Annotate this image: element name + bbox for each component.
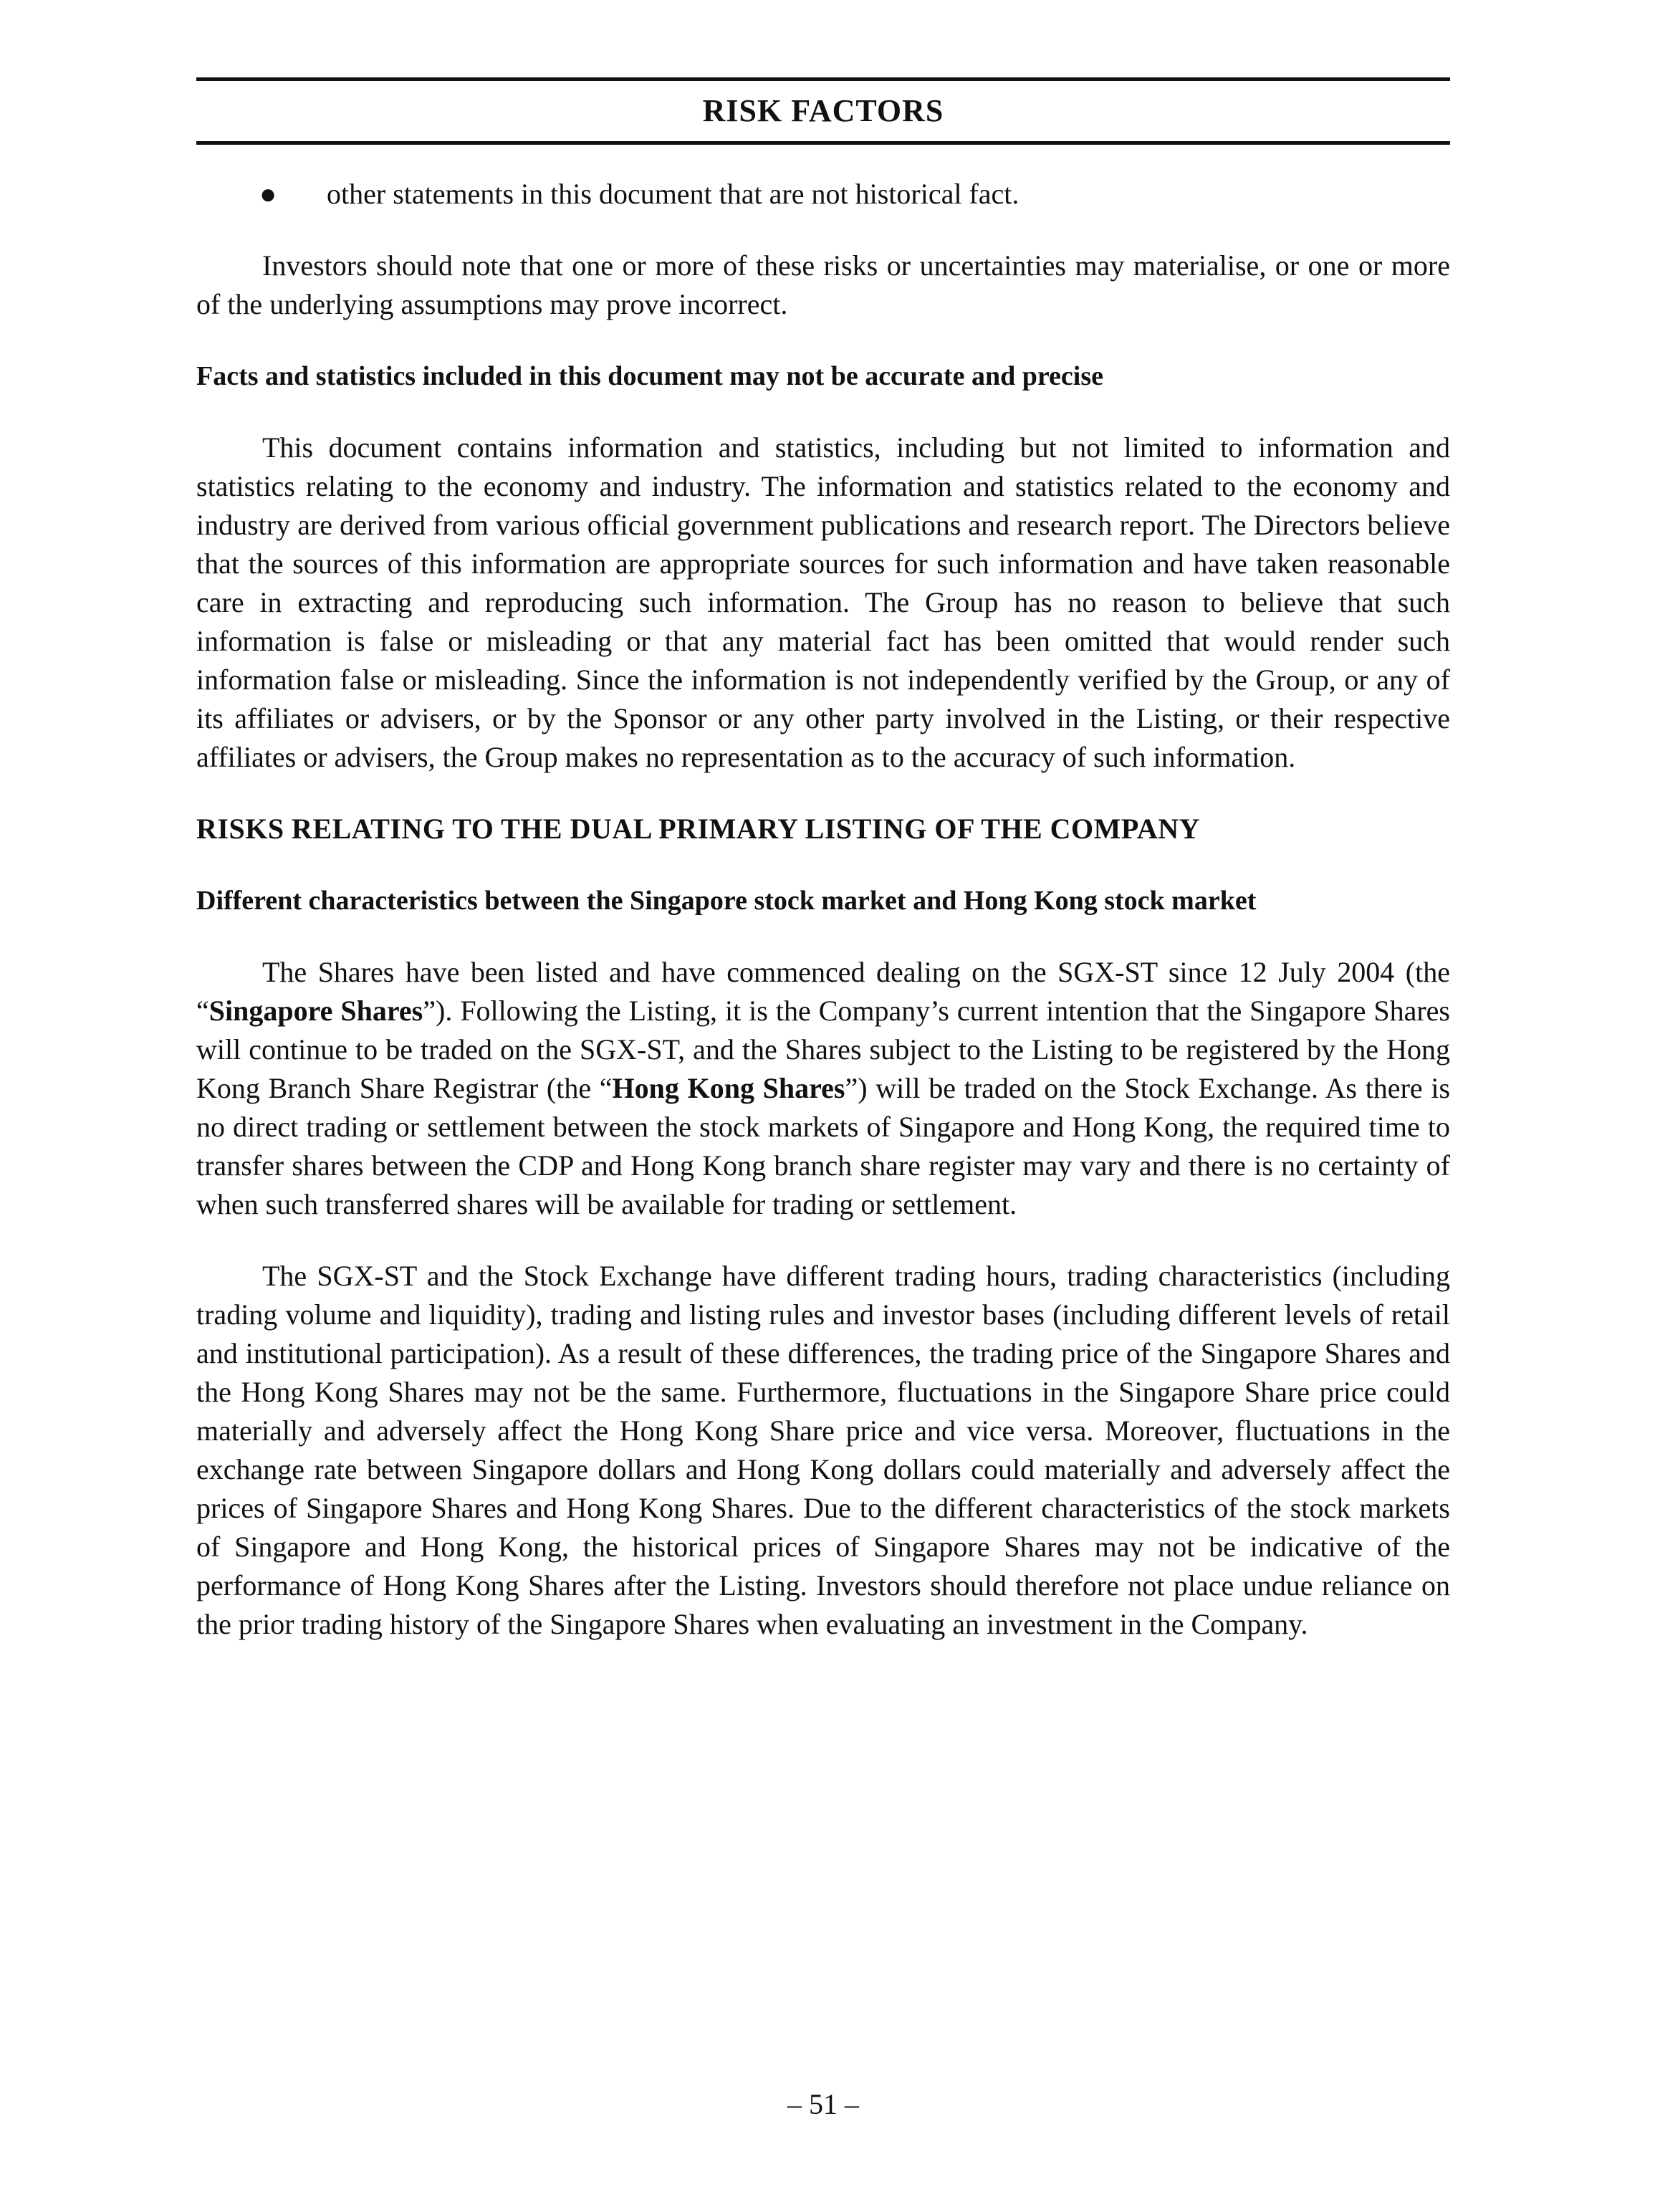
- header-bottom-rule: [196, 141, 1450, 145]
- paragraph-facts-statistics: This document contains information and statistics, including but not limited to information and statistics relating to the economy and industry. The information and statistics related to the economy and industry are derived from various official government publications and research report. The Directors believe that the sources of this information are appropriate sources for such information and have taken reasonable care in extracting and reproducing such information. The Group has no reason to believe that such information is false or misleading or that any material fact has been omitted that would render such information false or misleading. Since the information is not independently verified by the Group, or any of its affiliates or advisers, or by the Sponsor or any other party involved in the Listing, or their respective affiliates or advisers, the Group makes no representation as to the accuracy of such information.: [196, 431, 1450, 773]
- page-number: – 51 –: [787, 2088, 859, 2120]
- defined-term-hong-kong-shares: Hong Kong Shares: [612, 1072, 845, 1104]
- spacer: [196, 777, 1450, 810]
- spacer: [196, 324, 1450, 357]
- paragraph-text: The Shares have been listed and have commenced dealing on the SGX-ST since 12 July 2004 (the “: [196, 956, 1450, 1027]
- paragraph-investors-note: Investors should note that one or more of these risks or uncertainties may materialise, or one or more of the underlying assumptions may prove incorrect.: [196, 249, 1450, 320]
- heading-dual-primary-listing: RISKS RELATING TO THE DUAL PRIMARY LISTING OF THE COMPANY: [196, 813, 1201, 845]
- document-page: [196, 77, 1450, 2155]
- paragraph-trading-differences: The SGX-ST and the Stock Exchange have different trading hours, trading characteristics (including trading volume and liquidity), trading and listing rules and investor bases (including different levels of retail and institutional participation). As a result of these differences, the trading price of the Singapore Shares and the Hong Kong Shares may not be the same. Furthermore, fluctuations in the Singapore Share price could materially and adversely affect the Hong Kong Share price and vice versa. Moreover, fluctuations in the exchange rate between Singapore dollars and Hong Kong dollars could materially and adversely affect the prices of Singapore Shares and Hong Kong Shares. Due to the different characteristics of the stock markets of Singapore and Hong Kong, the historical prices of Singapore Shares may not be indicative of the performance of Hong Kong Shares after the Listing. Investors should therefore not place undue reliance on the prior trading history of the Singapore Shares when evaluating an investment in the Company.: [196, 1260, 1450, 1640]
- spacer: [196, 1224, 1450, 1257]
- spacer: [196, 920, 1450, 953]
- paragraph-text: ”) will be traded on the Stock Exchange. As there is no direct trading or settlement between the stock markets of Singapore and Hong Kong, the required time to transfer shares between the CDP and Hong Kong branch share register may vary and there is no certainty of when such transferred shares will be available for trading or settlement.: [196, 1072, 1451, 1220]
- bullet-dot-icon: ●: [259, 178, 277, 210]
- bullet-item: [196, 175, 1450, 214]
- defined-term-singapore-shares: Singapore Shares: [208, 995, 423, 1027]
- spacer: [196, 848, 1450, 881]
- spacer: [196, 214, 1450, 246]
- bullet-text: other statements in this document that are not historical fact.: [327, 178, 1019, 210]
- paragraph-text: ”). Following the Listing, it is the Company’s current intention that the Singapore Shares will continue to be traded on the SGX-ST, and the Shares subject to the Listing to be registered by the Hong Kong Branch Share Registrar (the “: [196, 995, 1451, 1104]
- heading-facts-statistics: Facts and statistics included in this document may not be accurate and precise: [196, 361, 1103, 391]
- spacer: [196, 396, 1450, 428]
- heading-different-characteristics: Different characteristics between the Singapore stock market and Hong Kong stock market: [196, 886, 1257, 916]
- page-header-title: RISK FACTORS: [702, 93, 944, 128]
- paragraph-shares-listing: [196, 953, 1450, 1224]
